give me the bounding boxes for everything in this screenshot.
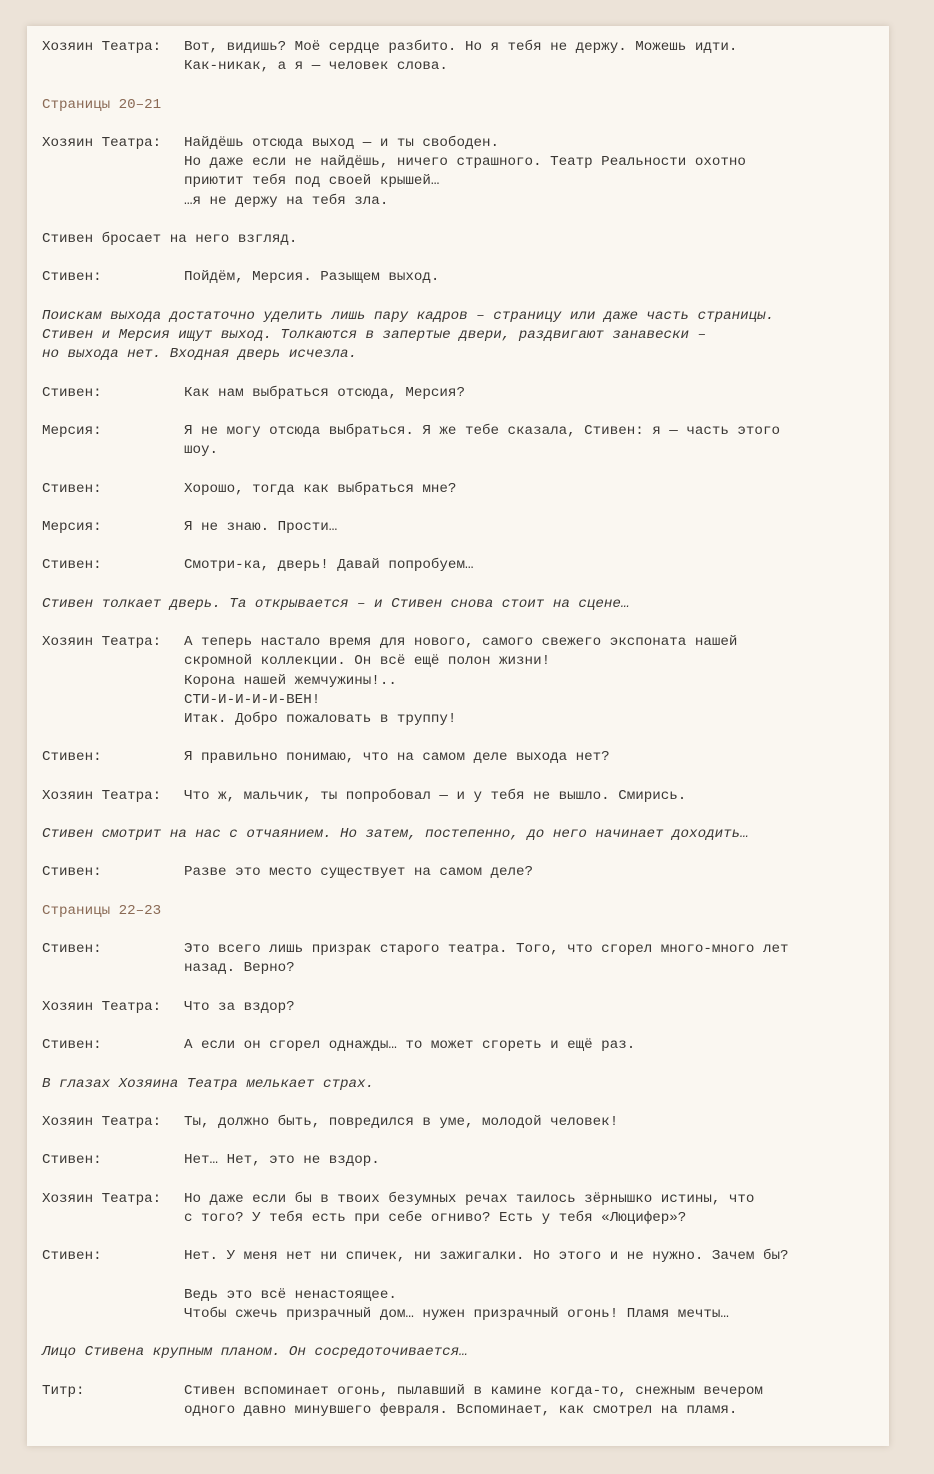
action-line: Стивен смотрит на нас с отчаянием. Но затем, постепенно, до него начинает доходить… bbox=[42, 826, 749, 843]
speaker-name: Стивен: bbox=[42, 749, 102, 766]
speaker-name: Хозяин Театра: bbox=[42, 39, 162, 55]
dialogue-row bbox=[42, 1382, 882, 1420]
dialogue-line: Ведь это всё ненастоящее. bbox=[184, 1286, 397, 1303]
dialogue-row bbox=[42, 1286, 882, 1324]
action-line: Поискам выхода достаточно уделить лишь пару кадров – страницу или даже часть страницы. bbox=[42, 307, 775, 324]
dialogue-line: Это всего лишь призрак старого театра. Того, что сгорел много-много лет bbox=[184, 941, 789, 958]
dialogue-row bbox=[42, 748, 882, 767]
speaker-name: Стивен: bbox=[42, 1037, 102, 1054]
speaker-name: Стивен: bbox=[42, 384, 102, 401]
dialogue-line: назад. Верно? bbox=[184, 960, 295, 977]
dialogue-line: Чтобы сжечь призрачный дом… нужен призрачный огонь! Пламя мечты… bbox=[184, 1306, 729, 1322]
dialogue-lines bbox=[184, 134, 746, 211]
dialogue-row bbox=[42, 556, 882, 575]
dialogue-row bbox=[42, 134, 882, 211]
speaker-name: Хозяин Театра: bbox=[42, 998, 162, 1015]
dialogue-lines bbox=[184, 384, 465, 403]
action-block bbox=[42, 1075, 882, 1094]
dialogue-line: Что за вздор? bbox=[184, 998, 295, 1015]
speaker-name: Хозяин Театра: bbox=[42, 1190, 162, 1207]
section-heading: Страницы 22–23 bbox=[42, 902, 162, 919]
dialogue-row bbox=[42, 268, 882, 287]
dialogue-lines bbox=[184, 1286, 729, 1324]
dialogue-row bbox=[42, 940, 882, 978]
action-line: Стивен бросает на него взгляд. bbox=[42, 230, 298, 247]
dialogue-row bbox=[42, 1151, 882, 1170]
dialogue-row bbox=[42, 787, 882, 806]
dialogue-line: с того? У тебя есть при себе огниво? Есть у тебя «Люцифер»? bbox=[184, 1210, 687, 1227]
speaker-name: Титр: bbox=[42, 1382, 85, 1399]
dialogue-line: Я правильно понимаю, что на самом деле выхода нет? bbox=[184, 749, 610, 766]
dialogue-row bbox=[42, 384, 882, 403]
dialogue-line: Но даже если не найдёшь, ничего страшного. Театр Реальности охотно bbox=[184, 154, 746, 171]
dialogue-row bbox=[42, 1113, 882, 1132]
dialogue-lines bbox=[184, 633, 737, 729]
speaker-name: Мерсия: bbox=[42, 518, 102, 535]
speaker-name: Стивен: bbox=[42, 557, 102, 574]
dialogue-lines bbox=[184, 268, 439, 287]
dialogue-line: Пойдём, Мерсия. Разыщем выход. bbox=[184, 269, 440, 286]
speaker-name: Стивен: bbox=[42, 1152, 102, 1169]
dialogue-line: одного давно минувшего февраля. Вспоминает, как смотрел на пламя. bbox=[184, 1401, 738, 1418]
dialogue-lines bbox=[184, 940, 789, 978]
speaker-name bbox=[42, 1286, 184, 1324]
action-line: но выхода нет. Входная дверь исчезла. bbox=[42, 346, 358, 363]
dialogue-line: Вот, видишь? Моё сердце разбито. Но я тебя не держу. Можешь идти. bbox=[184, 39, 738, 55]
dialogue-lines bbox=[184, 998, 295, 1017]
speaker-name: Хозяин Театра: bbox=[42, 787, 162, 804]
dialogue-row bbox=[42, 633, 882, 729]
dialogue-row bbox=[42, 1190, 882, 1228]
action-line: В глазах Хозяина Театра мелькает страх. bbox=[42, 1075, 375, 1092]
dialogue-lines bbox=[184, 1190, 754, 1228]
action-block bbox=[42, 307, 882, 365]
dialogue-line: Нет… Нет, это не вздор. bbox=[184, 1152, 380, 1169]
dialogue-lines bbox=[184, 863, 533, 882]
action-block bbox=[42, 825, 882, 844]
script-text bbox=[42, 38, 882, 1439]
dialogue-row bbox=[42, 863, 882, 882]
dialogue-line: приютит тебя под своей крышей… bbox=[184, 173, 440, 190]
speaker-name: Хозяин Театра: bbox=[42, 134, 162, 151]
dialogue-line: Разве это место существует на самом деле? bbox=[184, 864, 534, 881]
dialogue-lines bbox=[184, 1036, 635, 1055]
dialogue-line: А теперь настало время для нового, самого свежего экспоната нашей bbox=[184, 634, 738, 651]
dialogue-line: Итак. Добро пожаловать в труппу! bbox=[184, 710, 457, 727]
dialogue-line: Корона нашей жемчужины!.. bbox=[184, 672, 397, 689]
dialogue-lines bbox=[184, 1247, 789, 1266]
action-line: Стивен толкает дверь. Та открывается – и Стивен снова стоит на сцене… bbox=[42, 595, 630, 612]
dialogue-lines bbox=[184, 422, 780, 460]
dialogue-line: А если он сгорел однажды… то может сгореть и ещё раз. bbox=[184, 1037, 636, 1054]
dialogue-row bbox=[42, 38, 882, 76]
dialogue-lines bbox=[184, 518, 337, 537]
dialogue-line: Хорошо, тогда как выбраться мне? bbox=[184, 480, 457, 497]
speaker-name: Хозяин Театра: bbox=[42, 1114, 162, 1131]
dialogue-lines bbox=[184, 556, 473, 575]
speaker-name: Стивен: bbox=[42, 1248, 102, 1265]
action-line: Стивен и Мерсия ищут выход. Толкаются в запертые двери, раздвигают занавески – bbox=[42, 326, 707, 343]
action-block bbox=[42, 595, 882, 614]
dialogue-line: скромной коллекции. Он всё ещё полон жизни! bbox=[184, 653, 551, 670]
dialogue-line: …я не держу на тебя зла. bbox=[184, 192, 389, 209]
action-block bbox=[42, 1343, 882, 1362]
dialogue-lines bbox=[184, 748, 610, 767]
dialogue-line: Что ж, мальчик, ты попробовал — и у тебя не вышло. Смирись. bbox=[184, 787, 687, 804]
dialogue-row bbox=[42, 422, 882, 460]
dialogue-row bbox=[42, 1036, 882, 1055]
dialogue-line: Найдёшь отсюда выход — и ты свободен. bbox=[184, 134, 500, 151]
dialogue-line: Я не знаю. Прости… bbox=[184, 518, 338, 535]
dialogue-lines bbox=[184, 38, 737, 76]
speaker-name: Мерсия: bbox=[42, 422, 102, 439]
dialogue-line: Как нам выбраться отсюда, Мерсия? bbox=[184, 384, 465, 401]
dialogue-lines bbox=[184, 1113, 618, 1132]
dialogue-line: Смотри-ка, дверь! Давай попробуем… bbox=[184, 557, 474, 574]
dialogue-lines bbox=[184, 787, 686, 806]
dialogue-line: Нет. У меня нет ни спичек, ни зажигалки. Но этого и не нужно. Зачем бы? bbox=[184, 1248, 789, 1265]
dialogue-row bbox=[42, 1247, 882, 1266]
action-line: Лицо Стивена крупным планом. Он сосредоточивается… bbox=[42, 1344, 468, 1361]
dialogue-row bbox=[42, 998, 882, 1017]
speaker-name: Стивен: bbox=[42, 480, 102, 497]
speaker-name: Стивен: bbox=[42, 941, 102, 958]
dialogue-line: Я не могу отсюда выбраться. Я же тебе сказала, Стивен: я — часть этого bbox=[184, 422, 780, 439]
dialogue-lines bbox=[184, 1382, 763, 1420]
description-line bbox=[42, 230, 882, 249]
dialogue-line: шоу. bbox=[184, 442, 219, 459]
dialogue-line: Как-никак, а я — человек слова. bbox=[184, 58, 448, 75]
section-heading: Страницы 20–21 bbox=[42, 96, 162, 113]
speaker-name: Стивен: bbox=[42, 864, 102, 881]
dialogue-line: Стивен вспоминает огонь, пылавший в камине когда-то, снежным вечером bbox=[184, 1382, 763, 1399]
dialogue-lines bbox=[184, 480, 456, 499]
dialogue-line: СТИ-И-И-И-И-ВЕН! bbox=[184, 691, 321, 708]
dialogue-lines bbox=[184, 1151, 380, 1170]
dialogue-row bbox=[42, 518, 882, 537]
script-page bbox=[27, 26, 889, 1446]
speaker-name: Хозяин Театра: bbox=[42, 634, 162, 651]
dialogue-row bbox=[42, 480, 882, 499]
dialogue-line: Но даже если бы в твоих безумных речах таилось зёрнышко истины, что bbox=[184, 1190, 755, 1207]
dialogue-line: Ты, должно быть, повредился в уме, молодой человек! bbox=[184, 1114, 619, 1131]
speaker-name: Стивен: bbox=[42, 269, 102, 286]
